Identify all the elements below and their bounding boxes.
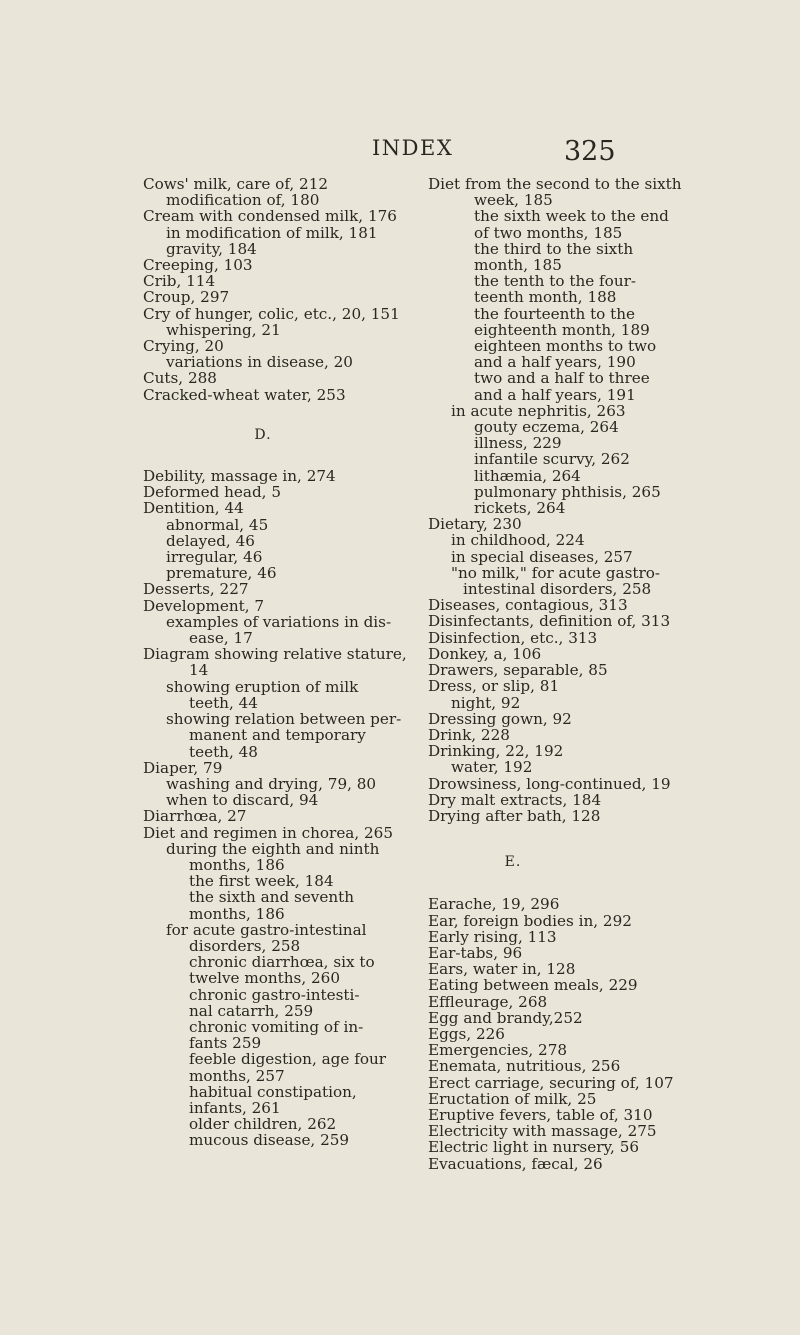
index-entry: Diet from the second to the sixth [428, 175, 682, 193]
index-entry: modification of, 180 [166, 191, 320, 210]
index-entry: Drawers, separable, 85 [428, 661, 608, 680]
index-entry: chronic vomiting of in- [189, 1017, 364, 1036]
index-entry: Earache, 19, 296 [428, 895, 560, 914]
index-entry: habitual constipation, [189, 1082, 357, 1101]
index-entry: of two months, 185 [474, 223, 623, 242]
index-entry: in special diseases, 257 [451, 547, 633, 566]
index-entry: the fourteenth to the [474, 304, 636, 323]
index-entry: Ears, water in, 128 [428, 960, 576, 979]
index-entry: whispering, 21 [166, 320, 281, 339]
index-entry: Dressing gown, 92 [428, 709, 572, 728]
index-block-d [143, 468, 413, 1149]
index-entry: in childhood, 224 [451, 531, 585, 550]
index-entry: the sixth week to the end [474, 207, 669, 226]
index-entry: Cry of hunger, colic, etc., 20, 151 [143, 304, 400, 323]
index-entry: months, 257 [189, 1066, 285, 1085]
index-entry: Emergencies, 278 [428, 1041, 568, 1060]
index-entry: chronic diarrhœa, six to [189, 953, 375, 972]
index-entry: mucous disease, 259 [189, 1131, 350, 1150]
index-entry: Diagram showing relative stature, [143, 645, 407, 664]
index-entry: in acute nephritis, 263 [451, 401, 626, 420]
index-entry: teeth, 48 [189, 742, 258, 761]
index-entry: infants, 261 [189, 1098, 281, 1117]
index-entry: two and a half to three [474, 369, 650, 388]
page-title: INDEX [372, 136, 454, 160]
index-entry: the third to the sixth [474, 239, 634, 258]
index-entry: gravity, 184 [166, 239, 257, 258]
index-entry: eighteen months to two [474, 337, 657, 356]
index-entry: twelve months, 260 [189, 969, 340, 988]
index-entry: chronic gastro-intesti- [189, 985, 360, 1004]
index-entry: Effleurage, 268 [428, 992, 548, 1011]
index-entry: night, 92 [451, 693, 521, 712]
index-entry: pulmonary phthisis, 265 [474, 482, 661, 501]
index-entry: Evacuations, fæcal, 26 [428, 1154, 603, 1173]
index-entry: for acute gastro-intestinal [166, 920, 367, 939]
index-entry: when to discard, 94 [166, 791, 319, 810]
index-entry: ease, 17 [189, 629, 253, 648]
index-entry: and a half years, 191 [474, 385, 636, 404]
index-entry: examples of variations in dis- [166, 612, 392, 631]
index-entry: Dry malt extracts, 184 [428, 790, 602, 809]
index-entry: Cows' milk, care of, 212 [143, 175, 329, 193]
index-entry: showing eruption of milk [166, 677, 359, 696]
index-entry: Ear, foreign bodies in, 292 [428, 911, 632, 930]
index-entry: Debility, massage in, 274 [143, 467, 336, 486]
index-entry: Eructation of milk, 25 [428, 1089, 597, 1108]
index-entry: rickets, 264 [474, 499, 566, 518]
index-entry: teeth, 44 [189, 693, 258, 712]
index-entry: lithæmia, 264 [474, 466, 581, 485]
index-entry: manent and temporary [189, 726, 366, 745]
index-entry: months, 186 [189, 855, 285, 874]
index-entry: Cuts, 288 [143, 369, 217, 388]
index-entry: Croup, 297 [143, 288, 230, 307]
index-entry: Diseases, contagious, 313 [428, 596, 628, 615]
index-entry: feeble digestion, age four [189, 1050, 387, 1069]
index-entry: the first week, 184 [189, 872, 334, 891]
index-entry: Diaper, 79 [143, 758, 223, 777]
index-entry: Ear-tabs, 96 [428, 943, 523, 962]
index-entry: 14 [189, 661, 209, 680]
index-entry: month, 185 [474, 256, 562, 275]
index-entry: Drinking, 22, 192 [428, 742, 564, 761]
index-block-diet [428, 176, 728, 824]
index-entry: Cracked-wheat water, 253 [143, 385, 346, 404]
index-entry: delayed, 46 [166, 531, 255, 550]
index-entry: week, 185 [474, 191, 553, 210]
index-entry: variations in disease, 20 [166, 353, 353, 372]
index-entry: Dress, or slip, 81 [428, 677, 560, 696]
index-entry: showing relation between per- [166, 710, 402, 729]
index-entry: Creeping, 103 [143, 256, 253, 275]
index-block-c [143, 176, 413, 403]
index-entry: Erect carriage, securing of, 107 [428, 1073, 674, 1092]
index-entry: Dietary, 230 [428, 515, 522, 534]
index-entry: Crib, 114 [143, 272, 216, 291]
index-entry: fants 259 [189, 1034, 262, 1053]
index-entry: eighteenth month, 189 [474, 320, 650, 339]
index-entry: intestinal disorders, 258 [463, 580, 652, 599]
index-entry: irregular, 46 [166, 548, 263, 567]
index-entry: Cream with condensed milk, 176 [143, 207, 397, 226]
index-entry: in modification of milk, 181 [166, 223, 378, 242]
index-entry: infantile scurvy, 262 [474, 450, 630, 469]
index-entry: Eating between meals, 229 [428, 976, 638, 995]
index-entry: premature, 46 [166, 564, 277, 583]
index-entry: Drink, 228 [428, 725, 510, 744]
index-entry: Deformed head, 5 [143, 483, 281, 502]
index-entry: Drowsiness, long-continued, 19 [428, 774, 671, 793]
index-block-e [428, 896, 728, 1171]
index-entry: nal catarrh, 259 [189, 1001, 314, 1020]
index-entry: teenth month, 188 [474, 288, 617, 307]
index-entry: Desserts, 227 [143, 580, 249, 599]
index-entry: Early rising, 113 [428, 927, 557, 946]
index-entry: months, 186 [189, 904, 285, 923]
section-heading-e: E. [504, 854, 522, 871]
index-entry: Crying, 20 [143, 337, 224, 356]
index-entry: disorders, 258 [189, 936, 301, 955]
index-entry: Diet and regimen in chorea, 265 [143, 823, 394, 842]
index-entry: Disinfection, etc., 313 [428, 628, 598, 647]
index-entry: abnormal, 45 [166, 515, 269, 534]
index-entry: Eggs, 226 [428, 1024, 505, 1043]
index-entry: Electric light in nursery, 56 [428, 1138, 640, 1157]
index-entry: Eruptive fevers, table of, 310 [428, 1105, 653, 1124]
index-entry: during the eighth and ninth [166, 839, 380, 858]
index-entry: Electricity with massage, 275 [428, 1122, 657, 1141]
section-heading-d: D. [254, 426, 272, 443]
index-entry: the tenth to the four- [474, 272, 636, 291]
right-column [428, 176, 728, 1172]
index-entry: illness, 229 [474, 434, 562, 453]
index-entry: older children, 262 [189, 1115, 337, 1134]
index-entry: Egg and brandy,252 [428, 1008, 583, 1027]
running-head [0, 136, 800, 166]
index-entry: Enemata, nutritious, 256 [428, 1057, 621, 1076]
left-column [143, 176, 413, 1149]
index-entry: gouty eczema, 264 [474, 418, 619, 437]
index-entry: Drying after bath, 128 [428, 806, 601, 825]
index-entry: Diarrhœa, 27 [143, 807, 247, 826]
index-entry: Development, 7 [143, 596, 265, 615]
index-entry: the sixth and seventh [189, 888, 355, 907]
index-entry: water, 192 [451, 758, 533, 777]
index-entry: Disinfectants, definition of, 313 [428, 612, 671, 631]
index-entry: "no milk," for acute gastro- [451, 563, 661, 582]
index-entry: Dentition, 44 [143, 499, 244, 518]
index-entry: Donkey, a, 106 [428, 644, 542, 663]
page-number: 325 [564, 136, 616, 167]
index-entry: and a half years, 190 [474, 353, 636, 372]
index-entry: washing and drying, 79, 80 [166, 774, 377, 793]
